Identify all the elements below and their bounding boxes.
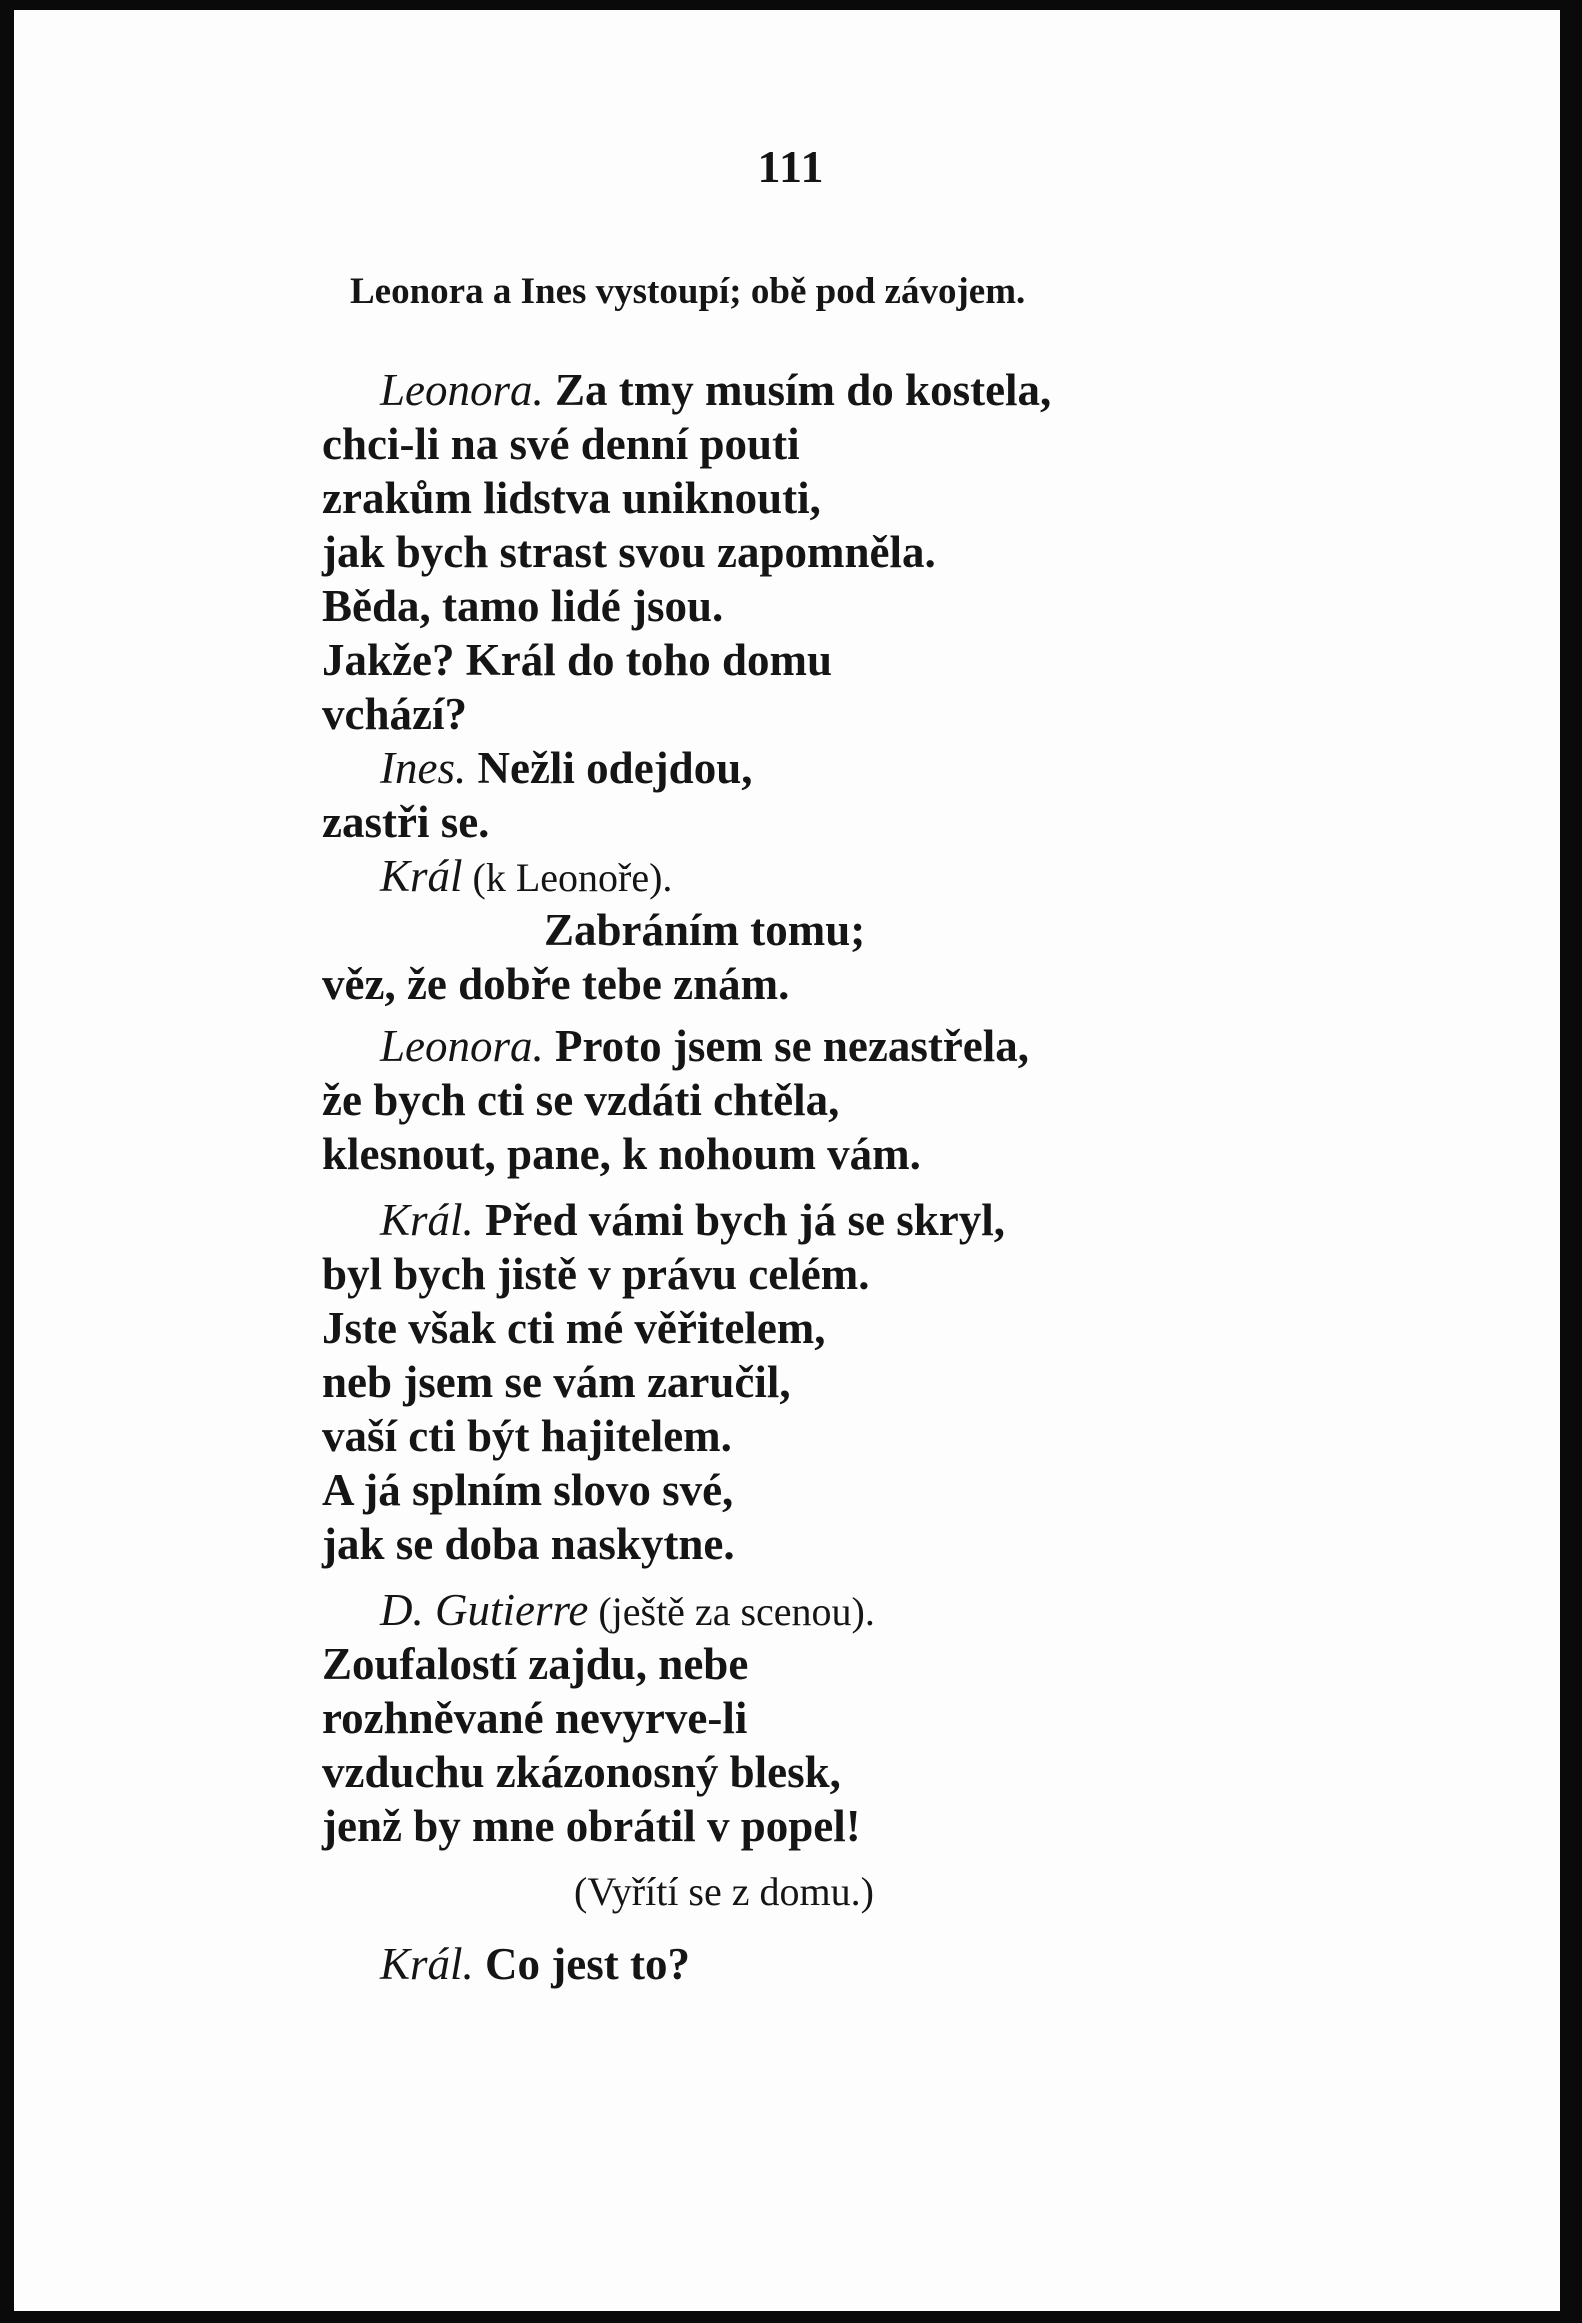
verse-line xyxy=(322,797,490,847)
line-text: zrakům lidstva uniknouti, xyxy=(322,473,821,523)
speaker-name: Král. xyxy=(380,1939,474,1989)
line-text: (Vyřítí se z domu.) xyxy=(574,1869,874,1914)
page-number: 111 xyxy=(757,141,825,192)
verse-line xyxy=(322,1075,840,1125)
speaker-name: Král. xyxy=(380,1195,474,1245)
line-text: Za tmy musím do kostela, xyxy=(543,365,1052,415)
verse-line xyxy=(322,1129,921,1179)
line-text: jenž by mne obrátil v popel! xyxy=(322,1801,861,1851)
line-text: Běda, tamo lidé jsou. xyxy=(322,581,724,631)
line-text: vzduchu zkázonosný blesk, xyxy=(322,1747,841,1797)
speaker-name: Leonora. xyxy=(380,365,544,415)
verse-line xyxy=(380,365,1052,415)
line-text: Jakže? Král do toho domu xyxy=(322,635,833,685)
verse-line xyxy=(322,419,800,469)
verse-line xyxy=(380,1939,690,1989)
line-text: jak bych strast svou zapomněla. xyxy=(322,527,936,577)
line-text: rozhněvané nevyrve-li xyxy=(322,1693,748,1743)
line-text: (ještě za scenou). xyxy=(588,1589,875,1634)
verse-line xyxy=(380,1021,1030,1071)
speaker-name: D. Gutierre xyxy=(380,1585,589,1635)
line-text: Před vámi bych já se skryl, xyxy=(473,1195,1005,1245)
verse-line xyxy=(544,905,866,955)
verse-line xyxy=(380,1195,1005,1245)
line-text: Co jest to? xyxy=(473,1939,690,1989)
speaker-name: Leonora. xyxy=(380,1021,544,1071)
line-text: A já splním slovo své, xyxy=(322,1465,734,1515)
stage-direction: Leonora a Ines vystoupí; obě pod závojem. xyxy=(350,271,1026,312)
verse-line xyxy=(322,1465,734,1515)
verse-line xyxy=(322,635,833,685)
verse-line xyxy=(322,1249,870,1299)
verse-line xyxy=(322,473,821,523)
verse-line xyxy=(322,959,790,1009)
line-text: klesnout, pane, k nohoum vám. xyxy=(322,1129,921,1179)
verse-line xyxy=(322,1519,735,1569)
speaker-name: Král xyxy=(380,851,463,901)
verse-line xyxy=(322,689,467,739)
line-text: Nežli odejdou, xyxy=(466,743,753,793)
line-text: Proto jsem se nezastřela, xyxy=(543,1021,1030,1071)
verse-line xyxy=(322,1357,791,1407)
line-text: vchází? xyxy=(322,689,467,739)
verse-line xyxy=(322,1801,861,1851)
line-text: že bych cti se vzdáti chtěla, xyxy=(322,1075,840,1125)
verse-line xyxy=(322,1411,732,1461)
line-text: vaší cti být hajitelem. xyxy=(322,1411,732,1461)
verse-line xyxy=(322,1747,841,1797)
line-text: Zoufalostí zajdu, nebe xyxy=(322,1639,749,1689)
line-text: jak se doba naskytne. xyxy=(322,1519,735,1569)
line-text: neb jsem se vám zaručil, xyxy=(322,1357,791,1407)
verse-line xyxy=(322,1303,826,1353)
verse-line xyxy=(322,1639,749,1689)
verse-line xyxy=(322,581,724,631)
line-text: Jste však cti mé věřitelem, xyxy=(322,1303,826,1353)
line-text: zastři se. xyxy=(322,797,490,847)
line-text: Zabráním tomu; xyxy=(544,905,866,955)
line-text: chci-li na své denní pouti xyxy=(322,419,800,469)
line-text: (k Leonoře). xyxy=(462,855,673,900)
verse-line xyxy=(380,1585,875,1635)
line-text: byl bych jistě v právu celém. xyxy=(322,1249,870,1299)
stage-direction-inline xyxy=(574,1869,874,1914)
speaker-name: Ines. xyxy=(380,743,467,793)
line-text: věz, že dobře tebe znám. xyxy=(322,959,790,1009)
verse-line xyxy=(380,743,753,793)
verse-line xyxy=(322,1693,748,1743)
verse-line xyxy=(322,527,936,577)
verse-line xyxy=(380,851,673,901)
